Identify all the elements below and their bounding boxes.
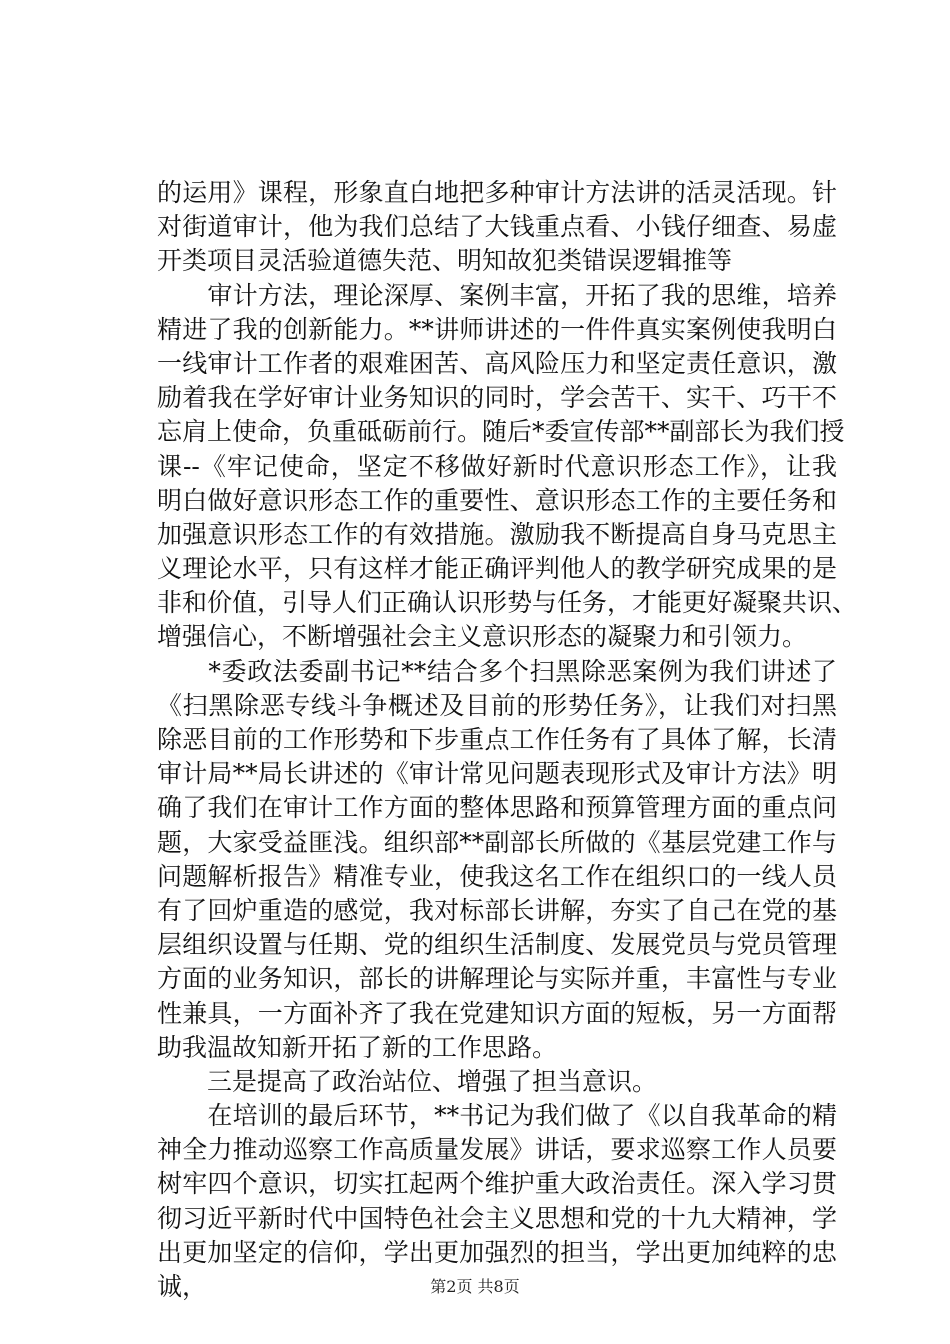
text-line: 课--《牢记使命，坚定不移做好新时代意识形态工作》，让我 bbox=[157, 451, 837, 481]
text-line: 明白做好意识形态工作的重要性、意识形态工作的主要任务和 bbox=[157, 485, 837, 515]
text-line: 非和价值，引导人们正确认识形势与任务，才能更好凝聚共识、 bbox=[157, 588, 858, 618]
text-line: 忘肩上使命，负重砥砺前行。随后*委宣传部**副部长为我们授 bbox=[157, 417, 845, 447]
text-line: 精进了我的创新能力。**讲师讲述的一件件真实案例使我明白 bbox=[157, 314, 837, 344]
text-line: 确了我们在审计工作方面的整体思路和预算管理方面的重点问 bbox=[157, 793, 837, 823]
text-line: 彻习近平新时代中国特色社会主义思想和党的十九大精神，学 bbox=[157, 1203, 837, 1233]
page-footer: 第2页 共8页 bbox=[430, 1277, 520, 1296]
text-line: 在培训的最后环节，**书记为我们做了《以自我革命的精 bbox=[157, 1101, 837, 1131]
text-line: 层组织设置与任期、党的组织生活制度、发展党员与党员管理 bbox=[157, 930, 837, 960]
text-line: 方面的业务知识，部长的讲解理论与实际并重，丰富性与专业 bbox=[157, 964, 837, 994]
text-line: 神全力推动巡察工作高质量发展》讲话，要求巡察工作人员要 bbox=[157, 1135, 837, 1165]
text-line: 题，大家受益匪浅。组织部**副部长所做的《基层党建工作与 bbox=[157, 827, 837, 857]
text-line: 诚， bbox=[157, 1272, 208, 1301]
text-line: 三是提高了政治站位、增强了担当意识。 bbox=[157, 1066, 658, 1096]
text-line: 一线审计工作者的艰难困苦、高风险压力和坚定责任意识，激 bbox=[157, 348, 837, 378]
text-line: 审计方法，理论深厚、案例丰富，开拓了我的思维，培养 bbox=[157, 280, 837, 310]
text-line: 《扫黑除恶专线斗争概述及目前的形势任务》，让我们对扫黑 bbox=[157, 690, 837, 720]
text-line: 性兼具，一方面补齐了我在党建知识方面的短板，另一方面帮 bbox=[157, 998, 837, 1028]
text-line: *委政法委副书记**结合多个扫黑除恶案例为我们讲述了 bbox=[157, 656, 837, 686]
body-text bbox=[157, 176, 858, 1304]
text-line: 助我温故知新开拓了新的工作思路。 bbox=[157, 1032, 558, 1062]
text-line: 对街道审计，他为我们总结了大钱重点看、小钱仔细查、易虚 bbox=[157, 212, 837, 242]
text-line: 出更加坚定的信仰，学出更加强烈的担当，学出更加纯粹的忠 bbox=[157, 1237, 837, 1267]
text-line: 有了回炉重造的感觉，我对标部长讲解，夯实了自己在党的基 bbox=[157, 895, 837, 925]
text-line: 加强意识形态工作的有效措施。激励我不断提高自身马克思主 bbox=[157, 519, 837, 549]
text-line: 的运用》课程，形象直白地把多种审计方法讲的活灵活现。针 bbox=[157, 178, 837, 207]
text-line: 开类项目灵活验道德失范、明知故犯类错误逻辑推等 bbox=[157, 246, 733, 276]
text-line: 义理论水平，只有这样才能正确评判他人的教学研究成果的是 bbox=[157, 554, 837, 584]
text-line: 除恶目前的工作形势和下步重点工作任务有了具体了解，长清 bbox=[157, 725, 837, 754]
text-line: 审计局**局长讲述的《审计常见问题表现形式及审计方法》明 bbox=[157, 759, 837, 789]
text-line: 树牢四个意识，切实扛起两个维护重大政治责任。深入学习贯 bbox=[157, 1169, 837, 1199]
text-line: 增强信心，不断增强社会主义意识形态的凝聚力和引领力。 bbox=[157, 622, 808, 652]
text-line: 励着我在学好审计业务知识的同时，学会苦干、实干、巧干不 bbox=[157, 383, 837, 413]
text-line: 问题解析报告》精准专业，使我这名工作在组织口的一线人员 bbox=[157, 861, 837, 891]
